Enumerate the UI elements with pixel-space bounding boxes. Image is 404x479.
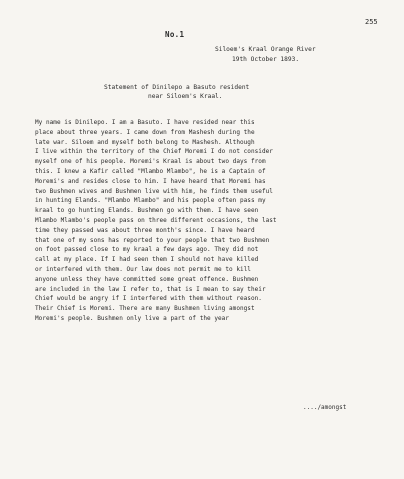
body-line: anyone unless they have committed some great offence. Bushmen [35, 275, 259, 283]
body-line: this. I knew a Kafir called "Mlambo Mlambo", he is a Captain of [35, 167, 266, 175]
document-number: No.1 [165, 30, 185, 39]
continuation-catchword: ..../amongst [303, 404, 347, 411]
body-line: call at my place. If I had seen them I should not have killed [35, 256, 259, 264]
date-line: 19th October 1893. [232, 56, 300, 63]
page-number: 255 [365, 18, 378, 26]
place-line: Siloem's Kraal Orange River [215, 46, 316, 53]
body-line: Mlambo Mlambo's people pass on three different occasions, the last [35, 216, 277, 224]
statement-title-line-2: near Siloem's Kraal. [148, 93, 223, 100]
body-line: that one of my sons has reported to your people that two Bushmen [35, 236, 270, 244]
body-line: in hunting Elands. "Mlambo Mlambo" and his people often pass my [35, 197, 266, 205]
body-line: Chief would be angry if I interfered with them without reason. [35, 295, 262, 303]
body-line: myself one of his people. Moremi's Kraal is about two days from [35, 158, 266, 166]
body-line: I live within the territory of the Chief Moremi I do not consider [35, 148, 273, 156]
body-line: on foot passed close to my kraal a few days ago. They did not [35, 246, 259, 254]
body-line: Moremi's and resides close to him. I have heard that Moremi has [35, 177, 266, 185]
body-line: Their Chief is Moremi. There are many Bushmen living amongst [35, 305, 255, 313]
body-line: are included in the law I refer to, that is I mean to say their [35, 285, 266, 293]
body-line: late war. Siloem and myself both belong to Mashesh. Although [35, 138, 255, 146]
body-line: place about three years. I came down from Mashesh during the [35, 128, 255, 136]
statement-body [35, 118, 380, 324]
body-line: Moremi's people. Bushmen only live a part of the year [35, 314, 230, 322]
body-line: My name is Dinilepo. I am a Basuto. I have resided near this [35, 119, 255, 126]
body-line: kraal to go hunting Elands. Bushmen go with them. I have seen [35, 207, 259, 215]
body-line: or interfered with them. Our law does not permit me to kill [35, 265, 251, 273]
body-line: time they passed was about three month's since. I have heard [35, 226, 255, 234]
body-line: two Bushmen wives and Bushmen live with him, he finds them useful [35, 187, 273, 195]
statement-title-line-1: Statement of Dinilepo a Basuto resident [104, 84, 250, 91]
